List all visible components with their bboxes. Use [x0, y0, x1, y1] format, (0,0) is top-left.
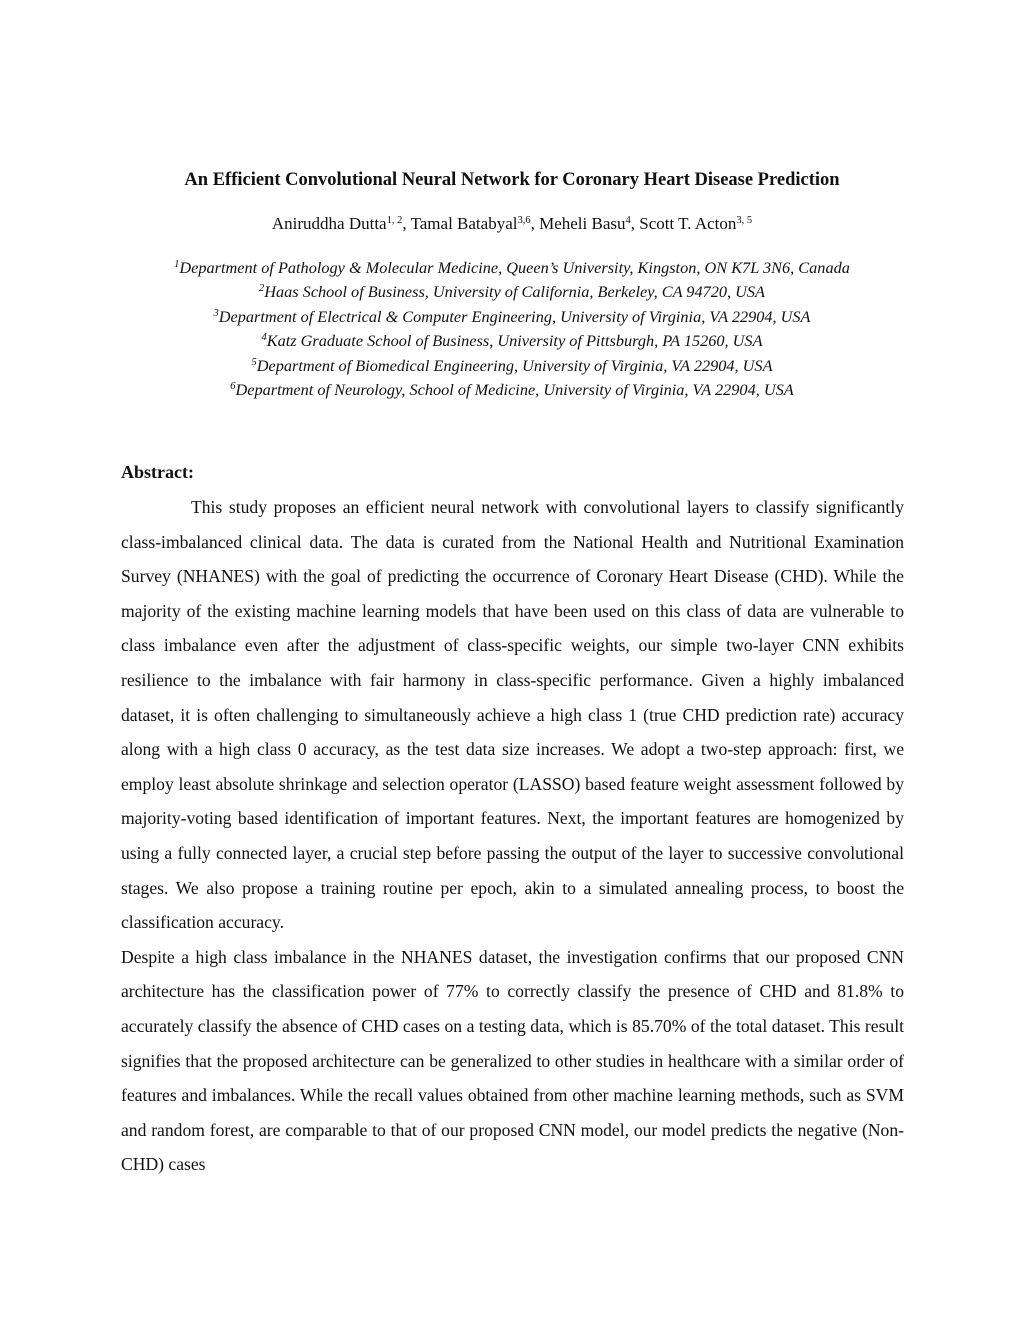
affiliation-number: 5 — [251, 356, 257, 368]
affiliation-number: 1 — [174, 259, 180, 270]
author-affiliation-marker: 1, 2 — [386, 215, 403, 226]
affiliation-number: 2 — [258, 283, 265, 295]
affiliation — [0, 378, 1024, 402]
affiliation — [0, 305, 1024, 329]
author-list — [0, 212, 1024, 236]
author-separator: , — [530, 214, 540, 233]
author-name: Tamal Batabyal — [410, 214, 518, 233]
affiliation-text: Department of Electrical & Computer Engineering, University of Virginia, VA 22904, USA — [218, 306, 811, 326]
affiliation — [0, 354, 1024, 378]
author-affiliation-marker: 3, 5 — [736, 215, 753, 226]
affiliation-number: 6 — [230, 381, 236, 393]
abstract-paragraph: Despite a high class imbalance in the NHANES dataset, the investigation confirms that our proposed CNN architecture has the classification power of 77% to correctly classify the presence of CHD and 81.8% to accurately classify the absence of CHD cases on a testing data, which is 85.70% of the total dataset. This result signifies that the proposed architecture can be generalized to other studies in healthcare with a similar order of features and imbalances. While the recall values obtained from other machine learning methods, such as SVM and random forest, are comparable to that of our proposed CNN model, our model predicts the negative (Non-CHD) cases — [121, 946, 904, 1175]
author — [639, 214, 752, 233]
author-affiliation-marker: 3,6 — [517, 215, 531, 226]
affiliation-text: Department of Pathology & Molecular Medicine, Queen’s University, Kingston, ON K7L 3N6, Canada — [179, 258, 850, 277]
author-name: Aniruddha Dutta — [271, 214, 387, 233]
affiliation-number: 3 — [213, 307, 219, 319]
author — [411, 214, 540, 233]
affiliation — [0, 280, 1024, 304]
abstract-heading: Abstract: — [121, 462, 194, 482]
author-name: Scott T. Acton — [639, 214, 737, 233]
paper-title: An Efficient Convolutional Neural Network for Coronary Heart Disease Prediction — [184, 170, 840, 190]
author-separator: , — [630, 214, 640, 233]
affiliation-text: Department of Biomedical Engineering, University of Virginia, VA 22904, USA — [256, 355, 773, 375]
affiliation — [0, 256, 1024, 280]
abstract-paragraph: This study proposes an efficient neural network with convolutional layers to classify significantly class-imbalanced clinical data. The data is curated from the National Health and Nutritional Examination Survey (NHANES) with the goal of predicting the occurrence of Coronary Heart Disease (CHD). While the majority of the existing machine learning models that have been used on this class of data are vulnerable to class imbalance even after the adjustment of class-specific weights, our simple two-layer CNN exhibits resilience to the imbalance with fair harmony in class-specific performance. Given a highly imbalanced dataset, it is often challenging to simultaneously achieve a high class 1 (true CHD prediction rate) accuracy along with a high class 0 accuracy, as the test data size increases. We adopt a two-step approach: first, we employ least absolute shrinkage and selection operator (LASSO) based feature weight assessment followed by majority-voting based identification of important features. Next, the important features are homogenized by using a fully connected layer, a crucial step before passing the output of the layer to successive convolutional stages. We also propose a training routine per epoch, akin to a simulated annealing process, to boost the classification accuracy. — [121, 497, 904, 933]
affiliation-text: Katz Graduate School of Business, University of Pittsburgh, PA 15260, USA — [266, 331, 763, 351]
affiliation-number: 4 — [261, 332, 267, 344]
author-separator: , — [402, 214, 411, 233]
affiliation-list — [0, 256, 1024, 402]
author — [272, 214, 411, 233]
abstract-body — [121, 490, 904, 1182]
affiliation-text: Department of Neurology, School of Medicine, University of Virginia, VA 22904, USA — [235, 380, 794, 400]
author-name: Meheli Basu — [539, 214, 626, 233]
author — [539, 214, 639, 233]
affiliation-text: Haas School of Business, University of California, Berkeley, CA 94720, USA — [264, 282, 765, 302]
author-affiliation-marker: 4 — [625, 215, 631, 226]
affiliation — [0, 329, 1024, 353]
